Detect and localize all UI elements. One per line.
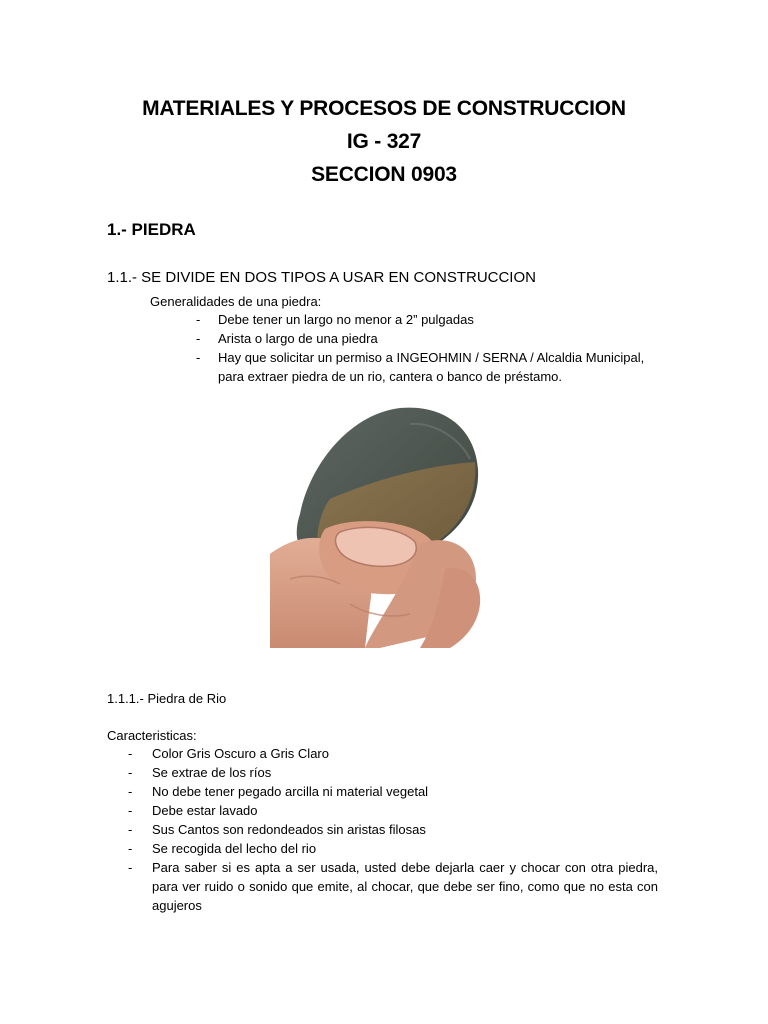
characteristics-list (128, 744, 658, 915)
stone-in-hand-photo (270, 404, 486, 648)
list-item: - Hay que solicitar un permiso a INGEOHMIN / SERNA / Alcaldia Municipal, para extraer piedra de un rio, cantera o banco de préstamo. (196, 350, 645, 384)
title-course-code: IG - 327 (346, 130, 422, 153)
list-item: - Color Gris Oscuro a Gris Claro (128, 746, 329, 761)
list-item: - Debe estar lavado (128, 803, 258, 818)
list-item: - Sus Cantos son redondeados sin aristas filosas (128, 822, 426, 837)
generalidades-intro: Generalidades de una piedra: (150, 294, 322, 309)
list-item: - Arista o largo de una piedra (196, 331, 378, 346)
heading-piedra: 1.- PIEDRA (107, 220, 196, 239)
title-section: SECCION 0903 (311, 163, 457, 186)
list-item: - Para saber si es apta a ser usada, usted debe dejarla caer y chocar con otra piedra, para ver ruido o sonido que emite, al chocar, que debe ser fino, como que no esta con agujeros (128, 860, 658, 913)
list-item: - Debe tener un largo no menor a 2” pulgadas (196, 312, 474, 327)
generalidades-list (196, 310, 666, 386)
list-item: - No debe tener pegado arcilla ni material vegetal (128, 784, 429, 799)
heading-tipos: 1.1.- SE DIVIDE EN DOS TIPOS A USAR EN CONSTRUCCION (107, 269, 536, 286)
heading-piedra-de-rio: 1.1.1.- Piedra de Rio (107, 691, 227, 706)
list-item: - Se recogida del lecho del rio (128, 841, 317, 856)
characteristics-label: Caracteristicas: (107, 728, 197, 743)
title-course-name: MATERIALES Y PROCESOS DE CONSTRUCCION (142, 97, 626, 120)
list-item: - Se extrae de los ríos (128, 765, 272, 780)
stone-illustration (270, 404, 486, 648)
document-title (0, 92, 768, 191)
